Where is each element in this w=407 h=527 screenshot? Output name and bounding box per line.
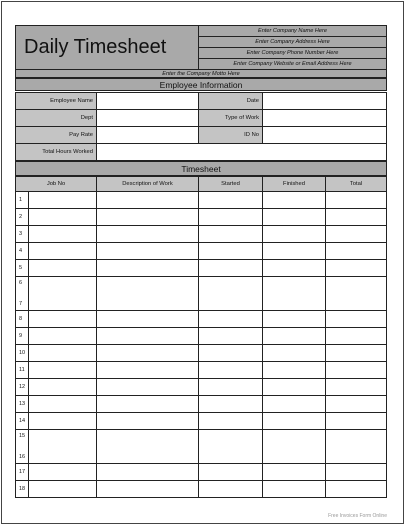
- row-number: [16, 260, 29, 276]
- row-number-label: 18: [19, 486, 26, 492]
- dept-label: Dept: [80, 115, 93, 121]
- job-no-cell[interactable]: [16, 311, 97, 328]
- row-number-label: 5: [19, 265, 23, 271]
- company-name[interactable]: Enter Company Name Here: [198, 25, 387, 37]
- col-job-no: Job No: [46, 181, 66, 187]
- description-cell[interactable]: [97, 345, 199, 362]
- finished-cell[interactable]: [263, 481, 326, 498]
- timesheet-section-title: Timesheet: [15, 161, 387, 176]
- started-cell[interactable]: [199, 277, 263, 311]
- table-row: [16, 379, 387, 396]
- finished-cell[interactable]: [263, 311, 326, 328]
- type-of-work-field[interactable]: [263, 110, 387, 127]
- table-row: [16, 362, 387, 379]
- row-number: [16, 464, 29, 480]
- company-motto[interactable]: Enter the Company Motto Here: [15, 69, 387, 78]
- started-cell[interactable]: [199, 345, 263, 362]
- row-number-label: 7: [19, 301, 23, 307]
- timesheet-page: [1, 1, 404, 524]
- row-number-label: 14: [19, 418, 26, 424]
- col-finished: Finished: [283, 181, 305, 187]
- row-number-label: 1: [19, 197, 23, 203]
- row-number: [16, 311, 29, 327]
- finished-cell[interactable]: [263, 209, 326, 226]
- id-no-field[interactable]: [263, 127, 387, 144]
- job-no-cell[interactable]: [16, 260, 97, 277]
- job-no-cell[interactable]: [16, 430, 97, 464]
- table-row: [16, 243, 387, 260]
- finished-cell[interactable]: [263, 260, 326, 277]
- description-cell[interactable]: [97, 328, 199, 345]
- finished-cell[interactable]: [263, 192, 326, 209]
- started-cell[interactable]: [199, 481, 263, 498]
- job-no-cell[interactable]: [16, 192, 97, 209]
- started-cell[interactable]: [199, 379, 263, 396]
- row-number-label: 11: [19, 367, 25, 373]
- row-number: [16, 362, 29, 378]
- row-number: [16, 345, 29, 361]
- description-cell[interactable]: [97, 481, 199, 498]
- table-row: [16, 430, 387, 464]
- date-label: Date: [246, 98, 259, 104]
- total-cell[interactable]: [326, 345, 387, 362]
- total-cell[interactable]: [326, 396, 387, 413]
- started-cell[interactable]: [199, 192, 263, 209]
- table-row: [16, 396, 387, 413]
- finished-cell[interactable]: [263, 226, 326, 243]
- finished-cell[interactable]: [263, 243, 326, 260]
- company-website[interactable]: Enter Company Website or Email Address Here: [198, 58, 387, 70]
- row-number-label: 10: [19, 350, 26, 356]
- job-no-cell[interactable]: [16, 396, 97, 413]
- total-cell[interactable]: [326, 209, 387, 226]
- row-number: [16, 396, 29, 412]
- job-no-cell[interactable]: [16, 481, 97, 498]
- row-number: [16, 430, 29, 463]
- started-cell[interactable]: [199, 226, 263, 243]
- company-phone[interactable]: Enter Company Phone Number Here: [198, 47, 387, 59]
- finished-cell[interactable]: [263, 362, 326, 379]
- finished-cell[interactable]: [263, 413, 326, 430]
- col-started: Started: [221, 181, 240, 187]
- started-cell[interactable]: [199, 328, 263, 345]
- started-cell[interactable]: [199, 362, 263, 379]
- description-cell[interactable]: [97, 243, 199, 260]
- row-number-label: 3: [19, 231, 23, 237]
- employee-name-field[interactable]: [97, 93, 199, 110]
- description-cell[interactable]: [97, 209, 199, 226]
- table-row: [16, 209, 387, 226]
- row-number: [16, 277, 29, 310]
- row-number-label: 2: [19, 214, 23, 220]
- table-row: [16, 311, 387, 328]
- total-cell[interactable]: [326, 192, 387, 209]
- row-number-label: 16: [19, 454, 26, 460]
- finished-cell[interactable]: [263, 396, 326, 413]
- job-no-cell[interactable]: [16, 362, 97, 379]
- description-cell[interactable]: [97, 192, 199, 209]
- started-cell[interactable]: [199, 311, 263, 328]
- started-cell[interactable]: [199, 396, 263, 413]
- job-no-cell[interactable]: [16, 328, 97, 345]
- description-cell[interactable]: [97, 226, 199, 243]
- row-number: [16, 192, 29, 208]
- description-cell[interactable]: [97, 260, 199, 277]
- table-row: [16, 345, 387, 362]
- total-hours-field[interactable]: [97, 144, 387, 161]
- total-cell[interactable]: [326, 379, 387, 396]
- started-cell[interactable]: [199, 430, 263, 464]
- started-cell[interactable]: [199, 209, 263, 226]
- col-total: Total: [349, 181, 363, 187]
- description-cell[interactable]: [97, 379, 199, 396]
- row-number-label: 17: [19, 469, 26, 475]
- id-no-label: ID No: [244, 132, 259, 138]
- finished-cell[interactable]: [263, 345, 326, 362]
- finished-cell[interactable]: [263, 328, 326, 345]
- started-cell[interactable]: [199, 413, 263, 430]
- table-row: [16, 277, 387, 311]
- row-number-label: 4: [19, 248, 23, 254]
- description-cell[interactable]: [97, 464, 199, 481]
- finished-cell[interactable]: [263, 277, 326, 311]
- dept-field[interactable]: [97, 110, 199, 127]
- row-number: [16, 243, 29, 259]
- started-cell[interactable]: [199, 464, 263, 481]
- description-cell[interactable]: [97, 277, 199, 311]
- finished-cell[interactable]: [263, 430, 326, 464]
- started-cell[interactable]: [199, 260, 263, 277]
- table-row: [16, 464, 387, 481]
- row-number: [16, 209, 29, 225]
- table-row: [16, 328, 387, 345]
- row-number: [16, 481, 29, 497]
- description-cell[interactable]: [97, 430, 199, 464]
- total-cell[interactable]: [326, 277, 387, 311]
- total-cell[interactable]: [326, 311, 387, 328]
- row-number: [16, 413, 29, 429]
- table-row: [16, 192, 387, 209]
- description-cell[interactable]: [97, 396, 199, 413]
- table-row: [16, 413, 387, 430]
- job-no-cell[interactable]: [16, 413, 97, 430]
- table-row: [16, 226, 387, 243]
- row-number: [16, 328, 29, 344]
- description-cell[interactable]: [97, 311, 199, 328]
- job-no-cell[interactable]: [16, 209, 97, 226]
- job-no-cell[interactable]: [16, 464, 97, 481]
- footer-credit: Free Invoices Form Online: [328, 513, 387, 519]
- started-cell[interactable]: [199, 243, 263, 260]
- finished-cell[interactable]: [263, 464, 326, 481]
- description-cell[interactable]: [97, 413, 199, 430]
- row-number-label: 6: [19, 280, 23, 286]
- pay-rate-label: Pay Rate: [69, 132, 93, 138]
- job-no-cell[interactable]: [16, 277, 97, 311]
- pay-rate-field[interactable]: [97, 127, 199, 144]
- row-number-label: 13: [19, 401, 26, 407]
- employee-section-title: Employee Information: [15, 78, 387, 91]
- total-cell[interactable]: [326, 243, 387, 260]
- type-of-work-label: Type of Work: [224, 115, 259, 121]
- table-row: [16, 481, 387, 498]
- employee-name-label: Employee Name: [50, 98, 93, 104]
- timesheet-header-row: [16, 177, 387, 192]
- total-cell[interactable]: [326, 226, 387, 243]
- timesheet-table: [15, 176, 387, 498]
- total-hours-label: Total Hours Worked: [42, 149, 93, 155]
- page-title: Daily Timesheet: [24, 36, 167, 58]
- row-number-label: 15: [19, 433, 26, 439]
- employee-info-table: [15, 92, 387, 161]
- col-description: Description of Work: [122, 181, 173, 187]
- date-field[interactable]: [263, 93, 387, 110]
- row-number: [16, 379, 29, 395]
- total-cell[interactable]: [326, 464, 387, 481]
- total-cell[interactable]: [326, 260, 387, 277]
- total-cell[interactable]: [326, 430, 387, 464]
- row-number-label: 9: [19, 333, 23, 339]
- total-cell[interactable]: [326, 362, 387, 379]
- job-no-cell[interactable]: [16, 345, 97, 362]
- finished-cell[interactable]: [263, 379, 326, 396]
- table-row: [16, 260, 387, 277]
- title-box: [15, 25, 199, 70]
- total-cell[interactable]: [326, 328, 387, 345]
- job-no-cell[interactable]: [16, 243, 97, 260]
- job-no-cell[interactable]: [16, 379, 97, 396]
- total-cell[interactable]: [326, 481, 387, 498]
- company-address[interactable]: Enter Company Address Here: [198, 36, 387, 48]
- description-cell[interactable]: [97, 362, 199, 379]
- row-number: [16, 226, 29, 242]
- job-no-cell[interactable]: [16, 226, 97, 243]
- total-cell[interactable]: [326, 413, 387, 430]
- row-number-label: 8: [19, 316, 23, 322]
- row-number-label: 12: [19, 384, 26, 390]
- company-info: [198, 25, 387, 70]
